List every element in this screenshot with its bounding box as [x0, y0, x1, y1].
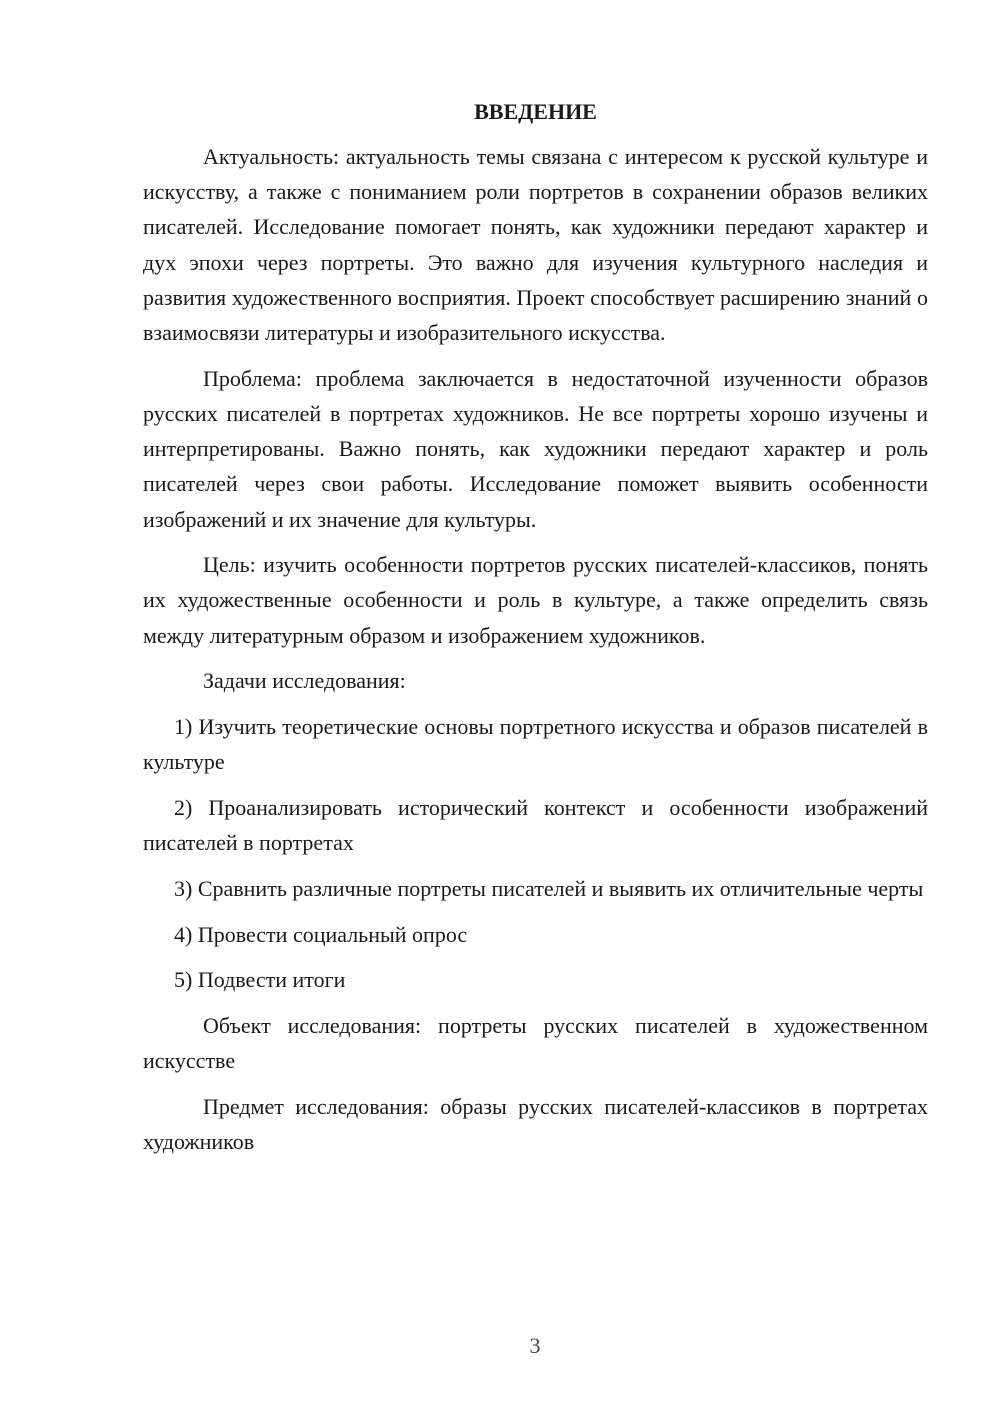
task-item-2: 2) Проанализировать исторический контекст и особенности изображений писателей в портретах [143, 794, 928, 856]
page-number: 3 [529, 1333, 541, 1358]
task-item-4: 4) Провести социальный опрос [174, 921, 468, 947]
object-paragraph: Объект исследования: портреты русских писателей в художественном искусстве [143, 1012, 928, 1074]
document-page [143, 95, 928, 1170]
section-heading: ВВЕДЕНИЕ [474, 99, 597, 124]
task-item-3: 3) Сравнить различные портреты писателей и выявить их отличительные черты [174, 875, 924, 901]
problem-paragraph: Проблема: проблема заключается в недостаточной изученности образов русских писателей в портретах художников. Не все портреты хорошо изучены и интерпретированы. Важно понять, как художники передают характер и роль писателей через свои работы. Исследование поможет выявить особенности изображений и их значение для культуры. [143, 365, 928, 532]
tasks-heading: Задачи исследования: [203, 668, 406, 694]
task-item-5: 5) Подвести итоги [174, 967, 346, 993]
task-item-1: 1) Изучить теоретические основы портретного искусства и образов писателей в культуре [143, 714, 928, 775]
subject-paragraph: Предмет исследования: образы русских писателей-классиков в портретах художников [143, 1093, 928, 1155]
goal-paragraph: Цель: изучить особенности портретов русских писателей-классиков, понять их художественные особенности и роль в культуре, а также определить связь между литературным образом и изображением художников. [143, 552, 928, 648]
relevance-paragraph: Актуальность: актуальность темы связана с интересом к русской культуре и искусству, а также с пониманием роли портретов в сохранении образов великих писателей. Исследование помогает понять, как художники передают характер и дух эпохи через портреты. Это важно для изучения культурного наследия и развития художественного восприятия. Проект способствует расширению знаний о взаимосвязи литературы и изобразительного искусства. [143, 144, 928, 346]
